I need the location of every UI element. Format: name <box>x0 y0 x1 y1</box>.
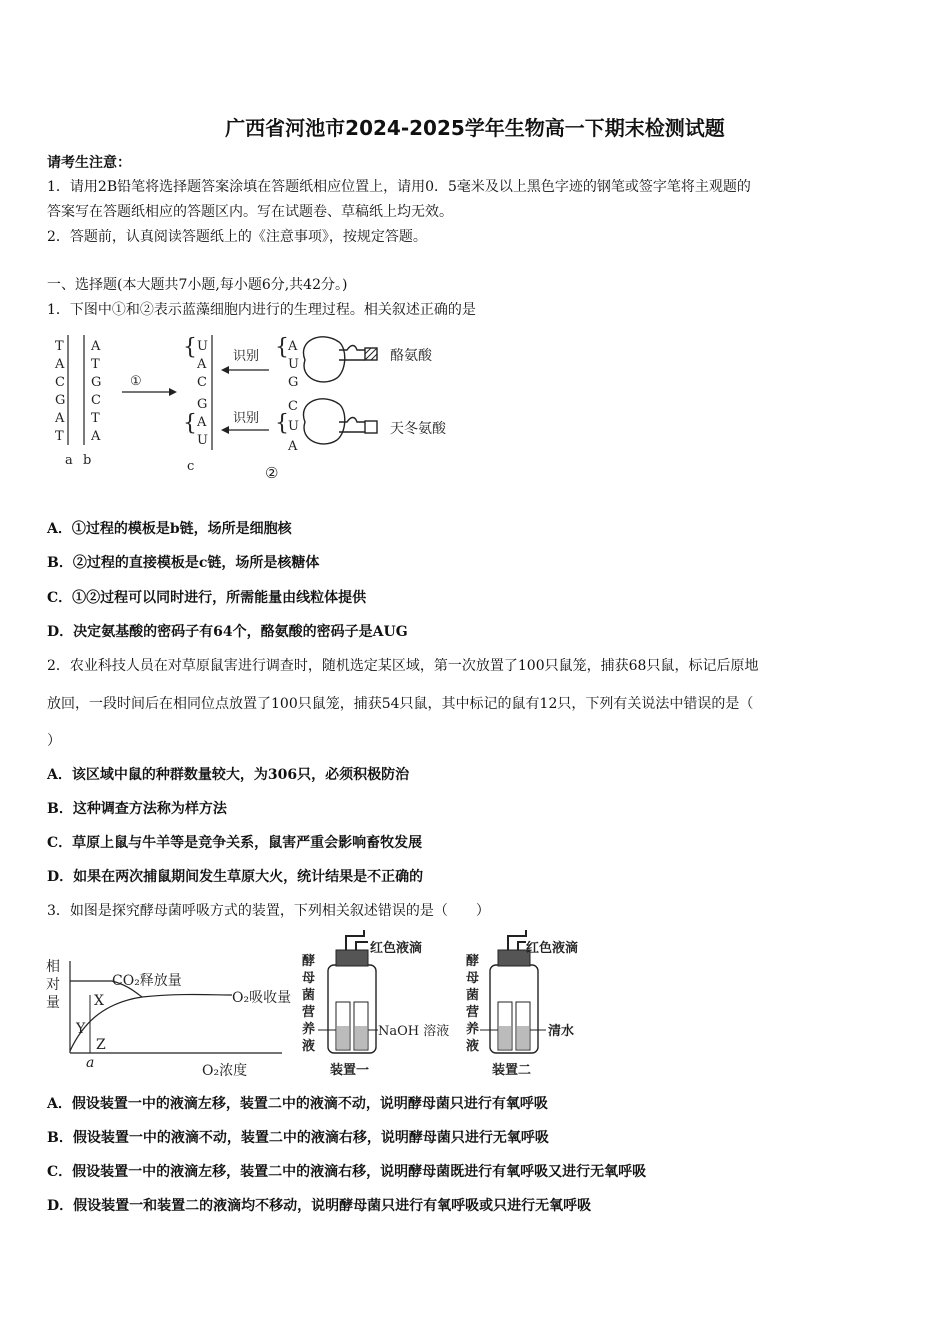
notice-line-2: 2．答题前，认真阅读答题纸上的《注意事项》，按规定答题。 <box>47 229 427 245</box>
strand-c-base: C <box>197 375 207 390</box>
svg-text:{: { <box>275 335 289 360</box>
device-side-label: 酵 <box>302 954 316 969</box>
graph-ylabel: 量 <box>46 995 60 1011</box>
q3-option-b: B．假设装置一中的液滴不动，装置二中的液滴右移，说明酵母菌只进行无氧呼吸 <box>47 1130 549 1146</box>
q2-option-a: A．该区域中鼠的种群数量较大，为306只，必须积极防治 <box>47 767 410 783</box>
device-side-label: 母 <box>466 971 480 986</box>
q1-option-c: C．①②过程可以同时进行，所需能量由线粒体提供 <box>47 590 367 606</box>
graph-ylabel: 相 <box>46 959 60 975</box>
q1-option-d: D．决定氨基酸的密码子有64个，酪氨酸的密码子是AUG <box>47 624 408 640</box>
anticodon-base: A <box>288 339 298 354</box>
strand-b-base: T <box>91 411 100 426</box>
strand-b-base: C <box>91 393 101 408</box>
q1-stem: 1．下图中①和②表示蓝藻细胞内进行的生理过程。相关叙述正确的是 <box>47 302 476 318</box>
strand-a-base: T <box>55 429 64 444</box>
q3-stem: 3．如图是探究酵母菌呼吸方式的装置，下列相关叙述错误的是（ ） <box>47 903 490 919</box>
strand-c-base: U <box>197 339 208 354</box>
label-b: b <box>83 453 92 468</box>
section-heading: 一、选择题(本大题共7小题,每小题6分,共42分。) <box>47 277 348 293</box>
device-side-label: 菌 <box>466 988 480 1003</box>
graph-z-label: Z <box>96 1037 106 1053</box>
strand-b-base: G <box>91 375 102 390</box>
device2-liquid-label: 清水 <box>548 1024 575 1039</box>
respiration-graph <box>42 955 307 1083</box>
strand-c-base: U <box>197 433 208 448</box>
q2-option-d: D．如果在两次捕鼠期间发生草原大火，统计结果是不正确的 <box>47 869 424 885</box>
strand-a-base: A <box>55 357 65 372</box>
q2-stem-line3: ） <box>47 733 61 749</box>
device-side-label: 养 <box>302 1022 316 1037</box>
co2-label: CO₂释放量 <box>112 973 182 989</box>
label-c: c <box>187 459 195 474</box>
anticodon-base: G <box>288 375 299 390</box>
anticodon-base: C <box>288 399 298 414</box>
recognize-label: 识别 <box>233 411 260 426</box>
device2-name: 装置二 <box>492 1063 532 1078</box>
device-side-label: 营 <box>302 1005 316 1020</box>
q3-option-d: D．假设装置一和装置二的液滴均不移动，说明酵母菌只进行有氧呼吸或只进行无氧呼吸 <box>47 1198 592 1214</box>
graph-x-label: X <box>94 993 104 1009</box>
amino-acid-aspartate: 天冬氨酸 <box>390 421 446 437</box>
strand-a-base: G <box>55 393 66 408</box>
device-side-label: 母 <box>302 971 316 986</box>
notice-line-1b: 答案写在答题纸相应的答题区内。写在试题卷、草稿纸上均无效。 <box>47 204 453 220</box>
recognize-label: 识别 <box>233 349 260 364</box>
anticodon-base: A <box>288 439 298 454</box>
graph-xlabel: O₂浓度 <box>202 1063 248 1079</box>
device1-liquid-label: NaOH 溶液 <box>378 1024 450 1039</box>
graph-y-label: Y <box>76 1021 86 1037</box>
q3-option-c: C．假设装置一中的液滴左移，装置二中的液滴右移，说明酵母菌既进行有氧呼吸又进行无氧呼吸 <box>47 1164 647 1180</box>
notice-line-1a: 1．请用2B铅笔将选择题答案涂填在答题纸相应位置上，请用0．5毫米及以上黑色字迹的钢笔或签字笔将主观题的 <box>47 179 751 195</box>
svg-text:{: { <box>183 411 197 436</box>
device-side-label: 酵 <box>466 954 480 969</box>
q2-option-b: B．这种调查方法称为样方法 <box>47 801 227 817</box>
device1-name: 装置一 <box>330 1063 370 1078</box>
transcription-translation-figure <box>47 330 477 485</box>
notice-heading: 请考生注意： <box>47 155 131 171</box>
graph-a-label: a <box>86 1055 95 1071</box>
svg-text:{: { <box>275 411 289 436</box>
device1-drop-label: 红色液滴 <box>370 941 423 956</box>
q2-option-c: C．草原上鼠与牛羊等是竞争关系，鼠害严重会影响畜牧发展 <box>47 835 423 851</box>
o2-label: O₂吸收量 <box>232 990 292 1006</box>
strand-b-base: A <box>91 429 101 444</box>
device-side-label: 营 <box>466 1005 480 1020</box>
device-two <box>462 930 602 1080</box>
strand-a-base: C <box>55 375 65 390</box>
process-2-label: ② <box>265 464 279 482</box>
strand-a-base: T <box>55 339 64 354</box>
q2-stem-line1: 2．农业科技人员在对草原鼠害进行调查时，随机选定某区域，第一次放置了100只鼠笼，捕获68只鼠，标记后原地 <box>47 658 759 674</box>
graph-ylabel: 对 <box>46 977 60 993</box>
svg-text:{: { <box>183 335 197 360</box>
process-1-label: ① <box>130 374 142 389</box>
page-title: 广西省河池市2024-2025学年生物高一下期末检测试题 <box>225 116 725 140</box>
device-side-label: 液 <box>302 1039 316 1054</box>
q1-option-b: B．②过程的直接模板是c链，场所是核糖体 <box>47 555 320 571</box>
device-side-label: 养 <box>466 1022 480 1037</box>
q2-stem-line2: 放回，一段时间后在相同位点放置了100只鼠笼，捕获54只鼠，其中标记的鼠有12只，下列有关说法中错误的是（ <box>47 696 754 712</box>
strand-b-base: A <box>91 339 101 354</box>
strand-c-base: G <box>197 397 208 412</box>
q3-option-a: A．假设装置一中的液滴左移，装置二中的液滴不动，说明酵母菌只进行有氧呼吸 <box>47 1096 548 1112</box>
device-side-label: 菌 <box>302 988 316 1003</box>
device-side-label: 液 <box>466 1039 480 1054</box>
device2-drop-label: 红色液滴 <box>526 941 579 956</box>
strand-b-base: T <box>91 357 100 372</box>
strand-c-base: A <box>197 415 207 430</box>
q1-option-a: A．①过程的模板是b链，场所是细胞核 <box>47 521 292 537</box>
strand-a-base: A <box>55 411 65 426</box>
label-a: a <box>65 453 73 468</box>
anticodon-base: U <box>288 419 299 434</box>
strand-c-base: A <box>197 357 207 372</box>
device-one <box>298 930 460 1080</box>
amino-acid-tyrosine: 酪氨酸 <box>390 348 432 364</box>
anticodon-base: U <box>288 357 299 372</box>
